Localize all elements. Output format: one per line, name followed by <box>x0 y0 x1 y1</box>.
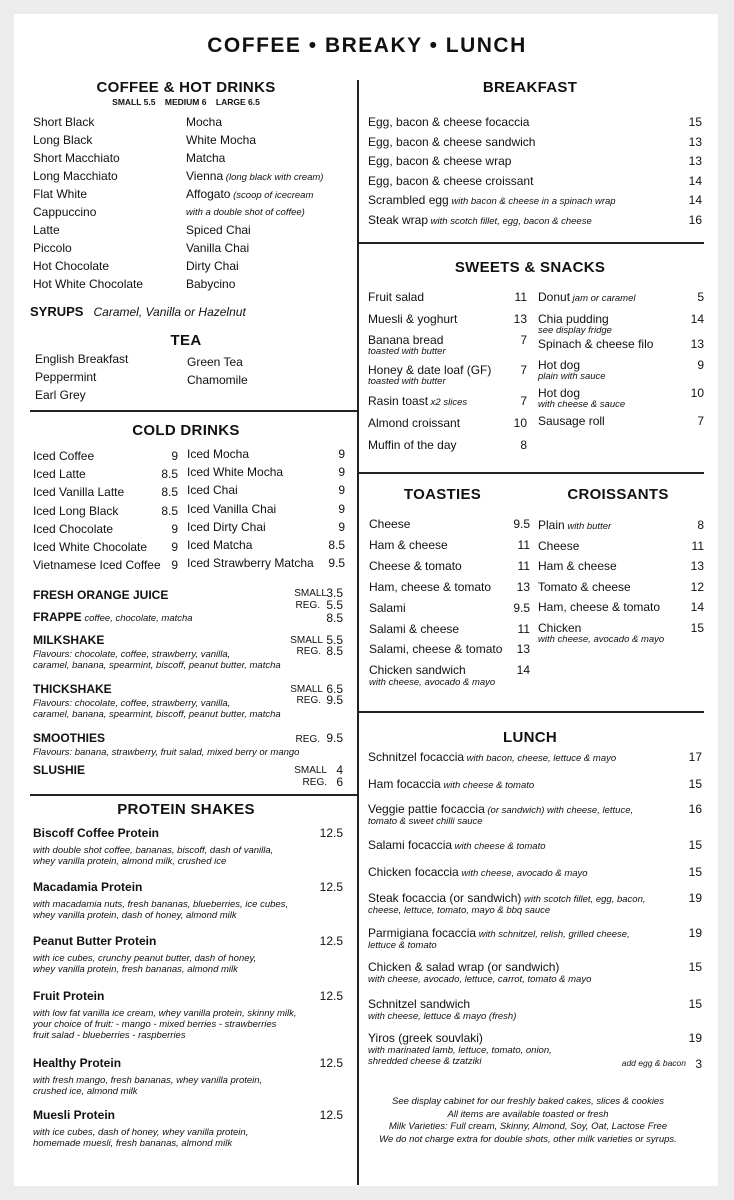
item-price: 9 <box>171 540 178 554</box>
item-price: 9.5 <box>328 556 345 571</box>
sweets-item: Rasin toast x2 slices <box>368 394 468 408</box>
item-price: 9.5 <box>513 517 530 531</box>
item-description: with cheese, lettuce & mayo (fresh) <box>368 1011 517 1022</box>
coffee-item: Piccolo <box>33 241 72 255</box>
lunch-item: Parmigiana focaccia with schnitzel, relish, grilled cheese, <box>368 926 630 940</box>
sweets-item: Banana bread <box>368 333 444 347</box>
coffee-item: Short Black <box>33 115 95 129</box>
item-price: 8 <box>697 518 704 532</box>
item-description: caramel, banana, spearmint, biscoff, peanut butter, matcha <box>33 660 281 671</box>
sweets-item: Almond croissant <box>368 416 461 430</box>
protein-heading: PROTEIN SHAKES <box>117 801 255 818</box>
item-description: your choice of fruit: - mango - mixed berries - strawberries <box>33 1019 277 1030</box>
item-description: with macadamia nuts, fresh bananas, blueberries, ice cubes, <box>33 899 289 910</box>
item-price: 10 <box>690 386 704 400</box>
item-price: 9 <box>171 521 178 536</box>
item-price: 19 <box>688 926 702 940</box>
item-price: 12.5 <box>319 1056 343 1070</box>
item-price: 15 <box>688 960 702 974</box>
sweets-item: Donut jam or caramel <box>538 290 636 304</box>
croissant-item: Cheese <box>538 538 580 553</box>
lunch-item: Chicken focaccia with cheese, avocado & mayo <box>368 865 588 879</box>
item-price: 8 <box>520 438 527 452</box>
item-price: 13 <box>688 154 702 169</box>
sweets-item: Honey & date loaf (GF) <box>368 363 492 377</box>
item-description: fruit salad - blueberries - raspberries <box>33 1030 186 1041</box>
item-price: 15 <box>688 865 702 879</box>
croissant-item: Ham, cheese & tomato <box>538 600 661 615</box>
cold-drink-item: Iced Dirty Chai <box>187 519 266 534</box>
item-description: Flavours: chocolate, coffee, strawberry, vanilla, <box>33 649 231 660</box>
item-price: 3 <box>695 1057 702 1071</box>
item-price: 17 <box>688 750 702 764</box>
item-description: (long black with cream) <box>223 172 324 183</box>
tea-item: Peppermint <box>35 370 97 384</box>
item-description: (scoop of icecream <box>230 190 314 201</box>
item-price: 14 <box>690 312 704 326</box>
cold-drink-item: Iced White Chocolate <box>33 540 148 554</box>
item-description: caramel, banana, spearmint, biscoff, peanut butter, matcha <box>33 709 281 720</box>
item-description: with cheese, avocado & mayo <box>458 868 588 879</box>
item-price: 19 <box>688 891 702 905</box>
extra-item-name: THICKSHAKE <box>33 682 112 696</box>
item-description: tomato & sweet chilli sauce <box>368 816 483 827</box>
item-description: jam or caramel <box>570 293 636 304</box>
item-price: 16 <box>688 213 702 227</box>
cold-drink-item: Iced Strawberry Matcha <box>187 556 314 571</box>
breakfast-item: Egg, bacon & cheese focaccia <box>368 115 530 129</box>
croissant-item: Tomato & cheese <box>538 579 631 594</box>
coffee-item: Short Macchiato <box>33 151 120 165</box>
toastie-item: Salami <box>369 600 406 615</box>
item-description: with ice cubes, dash of honey, whey vanilla protein, <box>33 1127 249 1138</box>
lunch-item: Schnitzel sandwich <box>368 997 471 1011</box>
item-price: 12.5 <box>319 934 343 948</box>
item-price: 9.5 <box>326 693 343 707</box>
coffee-item: Long Macchiato <box>33 169 118 183</box>
coffee-item: Cappuccino <box>33 205 97 219</box>
item-description: with fresh mango, fresh bananas, whey vanilla protein, <box>33 1075 263 1086</box>
item-price: 6 <box>336 775 343 789</box>
footer-note: We do not charge extra for double shots, other milk varieties or syrups. <box>379 1133 677 1145</box>
footer-note: All items are available toasted or fresh <box>447 1108 609 1120</box>
tea-heading: TEA <box>170 332 202 349</box>
coffee-item: Latte <box>33 223 60 237</box>
sweets-item: Hot dog <box>538 358 581 372</box>
item-description: homemade muesli, fresh bananas, almond milk <box>33 1138 233 1149</box>
divider <box>30 794 357 796</box>
coffee-item: Hot White Chocolate <box>33 277 144 291</box>
item-price: 13 <box>688 134 702 149</box>
item-description: with scotch fillet, egg, bacon & cheese <box>428 216 592 227</box>
item-price: 12.5 <box>319 989 343 1003</box>
item-price: 14 <box>688 193 702 208</box>
item-price: 11 <box>691 538 704 553</box>
toasties-heading: TOASTIES <box>403 486 482 503</box>
item-price: 13 <box>516 579 530 594</box>
item-description: with cheese & sauce <box>538 399 626 410</box>
sweets-item: Hot dog <box>538 386 581 400</box>
item-price: 5.5 <box>326 598 343 612</box>
cold-drinks-heading: COLD DRINKS <box>132 422 240 439</box>
lunch-item: Salami focaccia with cheese & tomato <box>368 838 546 852</box>
item-price: 16 <box>688 802 702 816</box>
sweets-item: Sausage roll <box>538 414 605 428</box>
item-description: whey vanilla protein, almond milk, crushed ice <box>33 856 227 867</box>
item-price: 7 <box>697 414 704 428</box>
item-price: 8.5 <box>161 467 178 482</box>
cold-drink-item: Iced Latte <box>33 467 86 482</box>
item-price: 12.5 <box>319 1108 343 1122</box>
tea-item: Chamomile <box>187 373 248 387</box>
sweets-item: Fruit salad <box>368 290 425 304</box>
item-price: 8.5 <box>161 503 178 518</box>
item-price: REG. <box>295 600 320 611</box>
item-price: 12.5 <box>319 880 343 894</box>
item-price: 15 <box>690 621 704 635</box>
divider <box>359 242 704 244</box>
item-price: 6.5 <box>326 682 343 696</box>
protein-item-name: Biscoff Coffee Protein <box>33 826 160 840</box>
toastie-item: Salami, cheese & tomato <box>369 642 503 657</box>
item-price: 7 <box>520 394 527 408</box>
footer-note: Milk Varieties: Full cream, Skinny, Almond, Soy, Oat, Lactose Free <box>388 1121 668 1132</box>
item-price: 9.5 <box>326 731 343 745</box>
item-description: see display fridge <box>538 325 612 336</box>
cold-drink-item: Iced Vanilla Latte <box>33 485 125 500</box>
column-divider <box>357 80 359 1185</box>
cold-drink-item: Iced Coffee <box>33 449 95 463</box>
cold-drink-item: Iced Long Black <box>33 503 119 518</box>
protein-item-name: Muesli Protein <box>33 1108 116 1122</box>
item-price: 9 <box>338 465 345 480</box>
cold-drink-item: Iced Matcha <box>187 538 253 552</box>
addon-label: add egg & bacon <box>621 1058 686 1068</box>
item-description: cheese, lettuce, tomato, mayo & bbq sauce <box>368 905 551 916</box>
coffee-item: Matcha <box>186 151 226 165</box>
item-price: 15 <box>688 777 702 791</box>
item-description: with cheese & tomato <box>440 780 535 791</box>
item-description: Flavours: chocolate, coffee, strawberry, vanilla, <box>33 698 231 709</box>
croissants-heading: CROISSANTS <box>567 486 669 503</box>
extra-item-name: FRESH ORANGE JUICE <box>33 588 169 602</box>
toastie-item: Ham, cheese & tomato <box>369 579 492 594</box>
item-description: with marinated lamb, lettuce, tomato, onion, <box>368 1045 552 1056</box>
item-price: 12.5 <box>319 826 343 840</box>
sweets-item: Spinach & cheese filo <box>538 337 654 351</box>
item-price: 7 <box>520 333 527 347</box>
cold-drink-item: Iced White Mocha <box>187 465 284 480</box>
item-description: lettuce & tomato <box>368 940 437 951</box>
item-price: 9 <box>338 447 345 461</box>
coffee-heading: COFFEE & HOT DRINKS <box>96 79 276 96</box>
lunch-item: Yiros (greek souvlaki) <box>368 1031 483 1045</box>
coffee-item: Dirty Chai <box>186 259 239 273</box>
protein-item-name: Fruit Protein <box>33 989 105 1003</box>
item-price: 13 <box>513 312 527 326</box>
extra-item-name: SLUSHIE <box>33 763 86 777</box>
divider <box>30 410 357 412</box>
lunch-item: Schnitzel focaccia with bacon, cheese, lettuce & mayo <box>368 750 617 764</box>
item-description: x2 slices <box>428 397 468 408</box>
item-description: coffee, chocolate, matcha <box>81 613 193 624</box>
extra-item-name: MILKSHAKE <box>33 633 105 647</box>
item-description: with double shot coffee, bananas, biscoff, dash of vanilla, <box>33 845 274 856</box>
coffee-item: Spiced Chai <box>186 223 251 237</box>
item-price: 14 <box>690 600 704 615</box>
item-price: 9 <box>338 501 345 516</box>
item-price: 9 <box>171 558 178 573</box>
sweets-heading: SWEETS & SNACKS <box>454 259 606 276</box>
item-price: 5 <box>697 290 704 304</box>
item-price: 14 <box>516 663 530 678</box>
item-price: 11 <box>517 558 530 573</box>
item-price: SMALL <box>294 765 327 776</box>
sweets-item: Chia pudding <box>538 312 609 326</box>
item-price: SMALL <box>290 684 323 695</box>
lunch-heading: LUNCH <box>503 729 557 746</box>
item-price: REG. <box>296 646 321 657</box>
coffee-sizes: SMALL 5.5 MEDIUM 6 LARGE 6.5 <box>112 97 260 107</box>
item-price: 11 <box>517 537 530 552</box>
coffee-item: Mocha <box>186 115 223 129</box>
coffee-item: Flat White <box>33 187 88 201</box>
tea-item: Green Tea <box>187 355 243 369</box>
item-price: 4 <box>336 763 343 777</box>
footer-note: See display cabinet for our freshly baked cakes, slices & cookies <box>392 1096 664 1107</box>
tea-item: Earl Grey <box>35 388 86 402</box>
item-description: Flavours: banana, strawberry, fruit salad, mixed berry or mango <box>33 747 300 758</box>
item-price: 15 <box>688 115 702 129</box>
item-price: 14 <box>688 173 702 188</box>
breakfast-item: Egg, bacon & cheese croissant <box>368 173 534 188</box>
item-price: 7 <box>520 363 527 377</box>
breakfast-item: Scrambled egg with bacon & cheese in a spinach wrap <box>368 193 616 208</box>
menu-title: COFFEE • BREAKY • LUNCH <box>207 34 527 57</box>
tea-item: English Breakfast <box>35 352 129 366</box>
item-description: with schnitzel, relish, grilled cheese, <box>476 929 630 940</box>
item-price: 15 <box>688 838 702 852</box>
cold-drink-item: Iced Chai <box>187 483 238 498</box>
item-description: with cheese, avocado & mayo <box>369 677 496 688</box>
item-description: toasted with butter <box>368 346 446 357</box>
breakfast-item: Steak wrap with scotch fillet, egg, bacon & cheese <box>368 213 592 227</box>
item-price: 13 <box>690 559 704 574</box>
sweets-item: Muffin of the day <box>368 438 457 452</box>
item-description: with scotch fillet, egg, bacon, <box>521 894 646 905</box>
item-price: 8.5 <box>328 538 345 552</box>
syrups-label: SYRUPS <box>30 304 84 319</box>
toastie-item: Chicken sandwich <box>369 663 466 678</box>
coffee-item: Vanilla Chai <box>186 241 250 255</box>
breakfast-heading: BREAKFAST <box>482 79 578 96</box>
item-price: 9 <box>697 358 704 372</box>
croissant-item: Plain with butter <box>538 518 612 532</box>
toastie-item: Cheese & tomato <box>369 558 462 573</box>
item-description: with butter <box>564 521 612 532</box>
breakfast-item: Egg, bacon & cheese sandwich <box>368 134 536 149</box>
divider <box>359 711 704 713</box>
item-price: REG. <box>296 695 321 706</box>
coffee-item: White Mocha <box>186 133 257 147</box>
item-description: shredded cheese & tzatziki <box>368 1056 482 1067</box>
item-description: crushed ice, almond milk <box>33 1086 138 1097</box>
item-description: with bacon & cheese in a spinach wrap <box>448 196 616 208</box>
item-price: 13 <box>690 337 704 351</box>
protein-item-name: Healthy Protein <box>33 1056 122 1070</box>
cold-drink-item: Vietnamese Iced Coffee <box>33 558 161 573</box>
item-price: SMALL <box>290 635 323 646</box>
protein-item-name: Macadamia Protein <box>33 880 143 894</box>
item-price: 9 <box>338 483 345 498</box>
item-price: 3.5 <box>326 586 343 600</box>
croissant-item: Chicken <box>538 621 582 635</box>
lunch-item: Ham focaccia with cheese & tomato <box>368 777 535 791</box>
item-price: 9 <box>338 519 345 534</box>
syrups-text: Caramel, Vanilla or Hazelnut <box>93 305 246 319</box>
item-price: 8.5 <box>326 644 343 658</box>
item-description: with ice cubes, crunchy peanut butter, dash of honey, <box>33 953 257 964</box>
item-description: with cheese, avocado & mayo <box>538 634 665 645</box>
extra-item-name: FRAPPE coffee, chocolate, matcha <box>33 610 193 624</box>
cold-drink-item: Iced Chocolate <box>33 521 114 536</box>
item-description: toasted with butter <box>368 376 446 387</box>
item-price: SMALL <box>294 588 327 599</box>
item-price: REG. <box>302 777 327 788</box>
item-price: 15 <box>688 997 702 1011</box>
item-description: with bacon, cheese, lettuce & mayo <box>464 753 617 764</box>
sweets-item: Muesli & yoghurt <box>368 312 458 326</box>
coffee-item: Babycino <box>186 277 236 291</box>
syrups-line <box>30 304 246 319</box>
item-price: REG. <box>295 734 320 745</box>
item-price: 10 <box>513 416 527 430</box>
breakfast-item: Egg, bacon & cheese wrap <box>368 154 512 169</box>
item-description: with low fat vanilla ice cream, whey vanilla protein, skinny milk, <box>33 1008 297 1019</box>
lunch-item: Veggie pattie focaccia (or sandwich) with cheese, lettuce, <box>368 802 634 816</box>
item-price: 11 <box>514 290 527 304</box>
item-price: 8.5 <box>161 485 178 500</box>
coffee-item: Affogato (scoop of icecream <box>186 187 314 201</box>
item-description: plain with sauce <box>538 371 606 382</box>
coffee-item: Hot Chocolate <box>33 259 110 273</box>
divider <box>359 472 704 474</box>
item-description: (or sandwich) with cheese, lettuce, <box>484 805 634 816</box>
toastie-item: Ham & cheese <box>369 537 448 552</box>
lunch-item: Steak focaccia (or sandwich) with scotch fillet, egg, bacon, <box>368 891 646 905</box>
coffee-item: Long Black <box>33 133 93 147</box>
item-description: whey vanilla protein, dash of honey, almond milk <box>33 910 237 921</box>
item-price: 8.5 <box>326 611 343 625</box>
cold-drink-item: Iced Vanilla Chai <box>187 501 277 516</box>
item-description: with a double shot of coffee) <box>186 207 305 218</box>
item-price: 11 <box>517 621 530 636</box>
item-price: 9 <box>171 449 178 463</box>
item-price: 12 <box>690 579 704 594</box>
coffee-item: Vienna (long black with cream) <box>186 169 324 183</box>
croissant-item: Ham & cheese <box>538 559 617 574</box>
item-description: with cheese & tomato <box>452 841 546 852</box>
item-price: 5.5 <box>326 633 343 647</box>
item-price: 9.5 <box>513 600 530 615</box>
item-price: 19 <box>688 1031 702 1045</box>
extra-item-name: SMOOTHIES <box>33 731 106 745</box>
item-price: 13 <box>516 642 530 657</box>
protein-item-name: Peanut Butter Protein <box>33 934 157 948</box>
item-description: whey vanilla protein, fresh bananas, almond milk <box>33 964 238 975</box>
toastie-item: Cheese <box>369 517 411 531</box>
cold-drink-item: Iced Mocha <box>187 447 250 461</box>
lunch-item: Chicken & salad wrap (or sandwich) <box>368 960 560 974</box>
item-description: with cheese, avocado, lettuce, carrot, tomato & mayo <box>368 974 592 985</box>
toastie-item: Salami & cheese <box>369 621 460 636</box>
